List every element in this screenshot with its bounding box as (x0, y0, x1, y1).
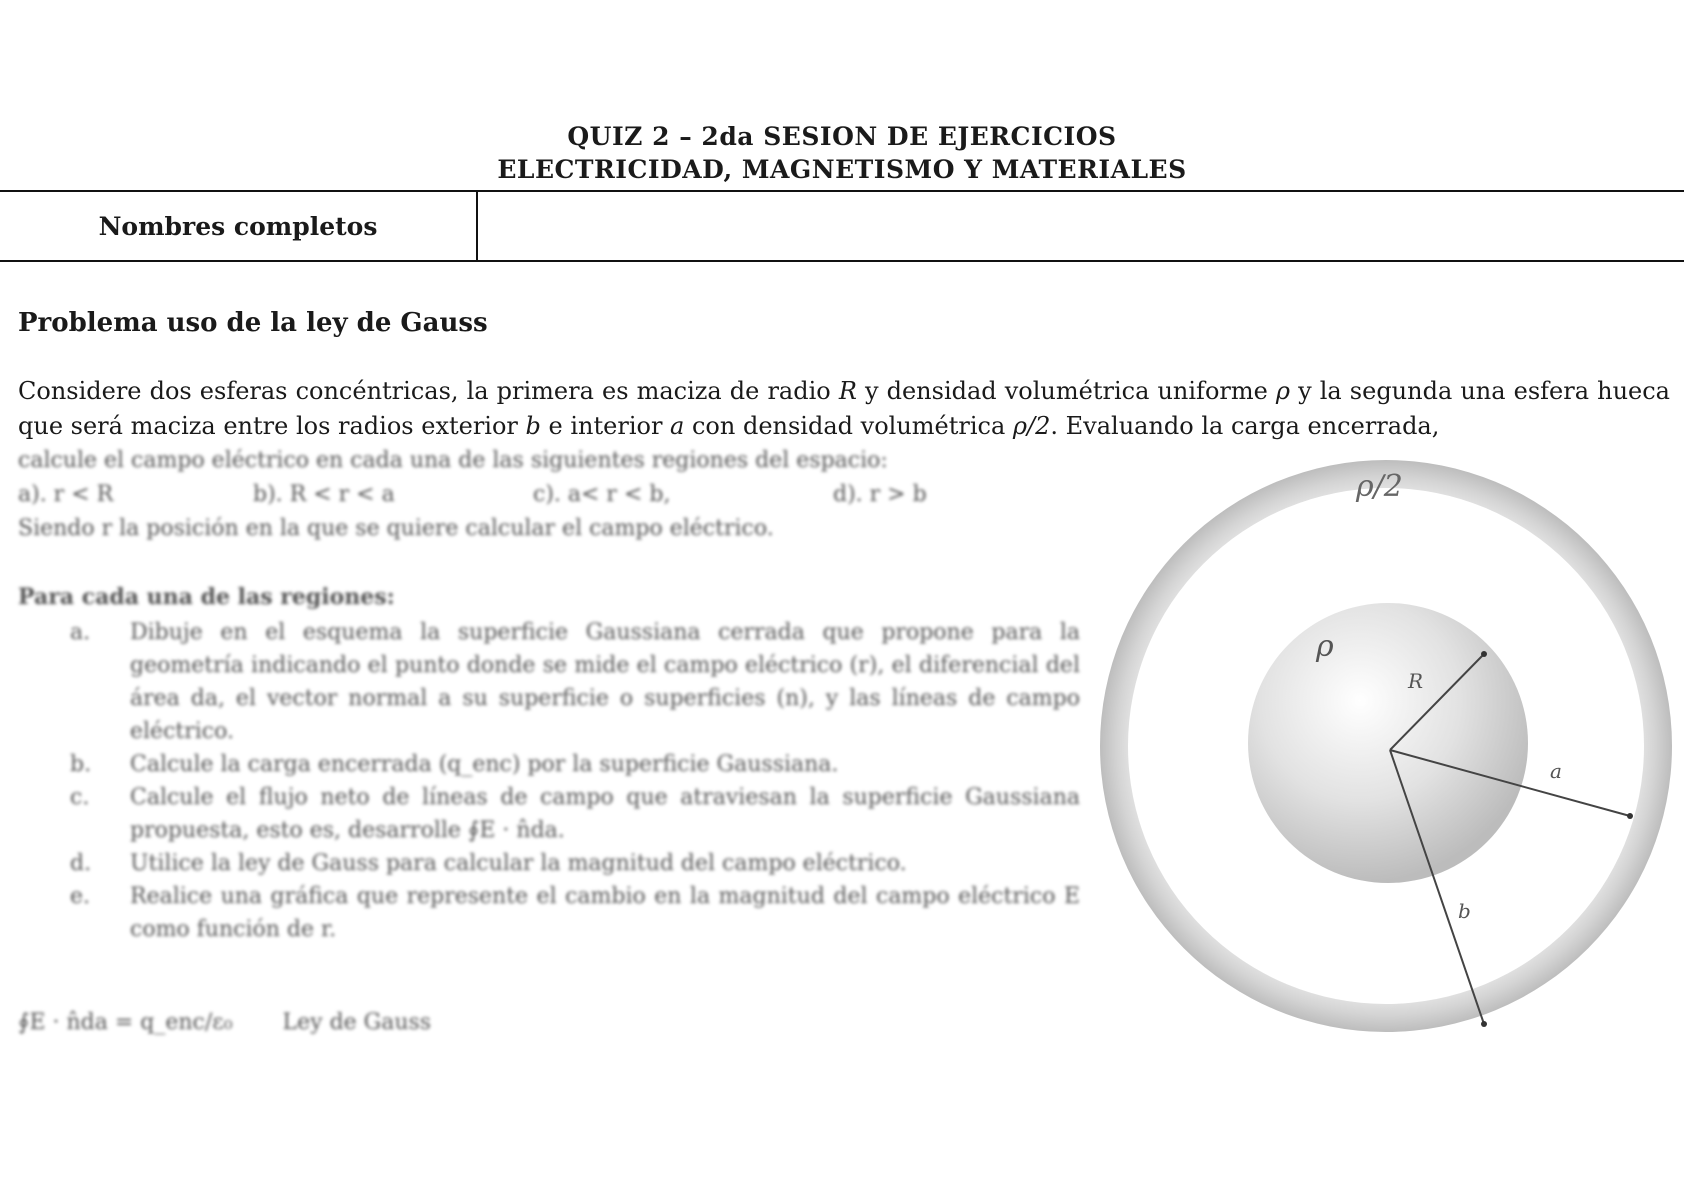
region-d: d). r > b (833, 482, 927, 507)
symbol-a: a (670, 412, 685, 440)
symbol-R: R (838, 377, 857, 405)
task-letter: b. (70, 752, 92, 777)
region-c: c). a< r < b, (533, 482, 671, 507)
header-line-2: ELECTRICIDAD, MAGNETISMO Y MATERIALES (497, 155, 1187, 184)
intro-text-2: y densidad volumétrica uniforme (856, 377, 1276, 405)
task-text: Calcule el flujo neto de líneas de campo que atraviesan la superficie Gaussiana propuesta, esto es, desarrolle ∮E · n̂da. (130, 785, 1080, 843)
task-letter: d. (70, 851, 92, 876)
task-item (70, 748, 1080, 781)
label-outer-density: ρ/2 (1356, 469, 1403, 504)
task-item (70, 847, 1080, 880)
label-b: b (1458, 899, 1471, 923)
task-text: Calcule la carga encerrada (q_enc) por la superficie Gaussiana. (130, 752, 839, 777)
name-field[interactable] (478, 192, 1684, 260)
task-item (70, 781, 1080, 847)
intro-text-6: . Evaluando la carga encerrada, (1050, 412, 1440, 440)
label-a: a (1550, 759, 1562, 783)
intro-line-5: Siendo r la posición en la que se quiere calcular el campo eléctrico. (18, 516, 774, 541)
symbol-b: b (525, 412, 541, 440)
task-letter: c. (70, 785, 90, 810)
gauss-formula: ∮E · n̂da = q_enc/ε₀ (18, 1010, 233, 1035)
intro-line-3: calcule el campo eléctrico en cada una de las siguientes regiones del espacio: (18, 448, 888, 473)
task-text: Realice una gráfica que represente el cambio en la magnitud del campo eléctrico E como función de r. (130, 884, 1080, 942)
gauss-law (18, 1010, 431, 1035)
document-header (0, 120, 1684, 186)
task-text: Utilice la ley de Gauss para calcular la magnitud del campo eléctrico. (130, 851, 907, 876)
intro-text-4: e interior (540, 412, 671, 440)
header-line-1: QUIZ 2 – 2da SESION DE EJERCICIOS (567, 122, 1117, 151)
region-b: b). R < r < a (253, 482, 395, 507)
inner-sphere (1248, 603, 1528, 883)
problem-intro (18, 374, 1670, 444)
gauss-label: Ley de Gauss (282, 1010, 432, 1035)
intro-text-1: Considere dos esferas concéntricas, la primera es maciza de radio (18, 377, 839, 405)
task-list (70, 616, 1080, 946)
task-text: Dibuje en el esquema la superficie Gaussiana cerrada que propone para la geometría indicando el punto donde se mide el campo eléctrico (r), el diferencial del área da, el vector normal a su superficie o superficies (n), y las líneas de campo eléctrico. (130, 620, 1080, 744)
problem-title: Problema uso de la ley de Gauss (18, 308, 488, 338)
concentric-spheres-figure (1098, 458, 1682, 1042)
region-a: a). r < R (18, 482, 114, 507)
intro-text-5: con densidad volumétrica (684, 412, 1013, 440)
task-item (70, 880, 1080, 946)
symbol-rho: ρ (1275, 377, 1291, 405)
intro-text-3: y la segunda una esfera hueca que será maciza entre los radios exterior (18, 377, 1670, 440)
task-letter: e. (70, 884, 91, 909)
task-letter: a. (70, 620, 91, 645)
label-R: R (1408, 669, 1424, 693)
regions-list (18, 482, 978, 507)
label-inner-density: ρ (1316, 629, 1334, 664)
tasks-title: Para cada una de las regiones: (18, 584, 395, 610)
name-label: Nombres completos (0, 192, 478, 260)
task-item (70, 616, 1080, 748)
name-table (0, 190, 1684, 262)
symbol-rho-half: ρ/2 (1012, 412, 1051, 440)
